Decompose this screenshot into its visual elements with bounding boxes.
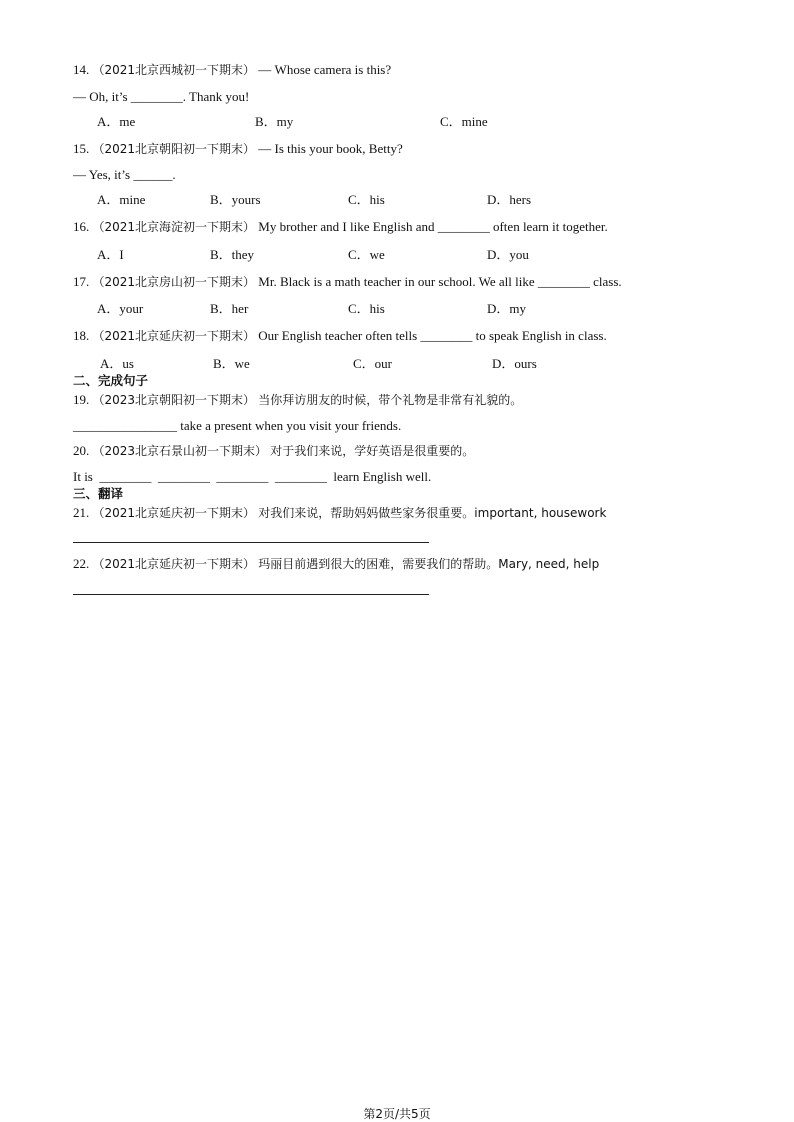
question-source: （2021北京延庆初一下期末） — [92, 506, 256, 520]
option-a[interactable]: A．mine — [97, 192, 146, 207]
page-footer: 第2页/共5页 — [363, 1107, 431, 1121]
option-a[interactable]: A．your — [97, 301, 144, 316]
question-stem: My brother and I like English and ________ often learn it together. — [258, 219, 608, 234]
option-b[interactable]: B．we — [213, 356, 250, 371]
question-22 — [73, 556, 599, 572]
question-stem: — Whose camera is this? — [258, 62, 392, 77]
question-number: 15. — [73, 141, 90, 156]
option-c[interactable]: C．mine — [440, 114, 488, 129]
question-16 — [73, 219, 608, 235]
option-a[interactable]: A．me — [97, 114, 136, 129]
option-b[interactable]: B．my — [255, 114, 294, 129]
question-number: 19. — [73, 392, 90, 407]
option-b[interactable]: B．they — [210, 247, 255, 262]
question-source: （2023北京石景山初一下期末） — [92, 444, 268, 458]
section-title-complete-sentences: 二、完成句子 — [73, 373, 149, 388]
option-c[interactable]: C．our — [353, 356, 393, 371]
question-21 — [73, 505, 606, 521]
question-15 — [73, 141, 403, 157]
question-19 — [73, 392, 522, 408]
option-c[interactable]: C．we — [348, 247, 385, 262]
question-18 — [73, 328, 607, 344]
question-number: 22. — [73, 556, 90, 571]
question-source: （2021北京延庆初一下期末） — [92, 557, 256, 571]
question-number: 18. — [73, 328, 90, 343]
option-b[interactable]: B．yours — [210, 192, 261, 207]
question-19-answer-line[interactable]: ________________ take a present when you visit your friends. — [73, 418, 402, 433]
question-15-line2: — Yes, it’s ______. — [73, 167, 176, 182]
question-stem: 对于我们来说，学好英语是很重要的。 — [270, 444, 475, 458]
option-d[interactable]: D．hers — [487, 192, 532, 207]
option-a[interactable]: A．I — [97, 247, 124, 262]
question-20 — [73, 443, 474, 459]
question-source: （2021北京海淀初一下期末） — [92, 220, 256, 234]
question-source: （2021北京房山初一下期末） — [92, 275, 256, 289]
question-number: 21. — [73, 505, 90, 520]
question-14-line2: — Oh, it’s ________. Thank you! — [73, 89, 250, 104]
question-22-answer-line[interactable] — [73, 594, 429, 595]
question-stem: 玛丽目前遇到很大的困难，需要我们的帮助。Mary, need, help — [258, 557, 600, 571]
option-c[interactable]: C．his — [348, 301, 385, 316]
question-17 — [73, 274, 622, 290]
question-number: 17. — [73, 274, 90, 289]
question-source: （2021北京延庆初一下期末） — [92, 329, 256, 343]
question-source: （2021北京朝阳初一下期末） — [92, 142, 256, 156]
question-number: 20. — [73, 443, 90, 458]
option-d[interactable]: D．ours — [492, 356, 537, 371]
question-source: （2023北京朝阳初一下期末） — [92, 393, 256, 407]
option-d[interactable]: D．you — [487, 247, 529, 262]
question-21-answer-line[interactable] — [73, 542, 429, 543]
option-b[interactable]: B．her — [210, 301, 249, 316]
section-title-translation: 三、翻译 — [73, 486, 124, 501]
question-14 — [73, 62, 391, 78]
option-d[interactable]: D．my — [487, 301, 527, 316]
question-source: （2021北京西城初一下期末） — [92, 63, 256, 77]
question-stem: Our English teacher often tells ________ to speak English in class. — [258, 328, 607, 343]
question-number: 16. — [73, 219, 90, 234]
question-number: 14. — [73, 62, 90, 77]
question-20-answer-line[interactable]: It is ________ ________ ________ ________ learn English well. — [73, 469, 432, 484]
question-stem: — Is this your book, Betty? — [258, 141, 403, 156]
option-c[interactable]: C．his — [348, 192, 385, 207]
question-stem: 当你拜访朋友的时候，带个礼物是非常有礼貌的。 — [258, 393, 523, 407]
option-a[interactable]: A．us — [100, 356, 134, 371]
question-stem: Mr. Black is a math teacher in our school. We all like ________ class. — [258, 274, 622, 289]
question-stem: 对我们来说，帮助妈妈做些家务很重要。important, housework — [258, 506, 607, 520]
